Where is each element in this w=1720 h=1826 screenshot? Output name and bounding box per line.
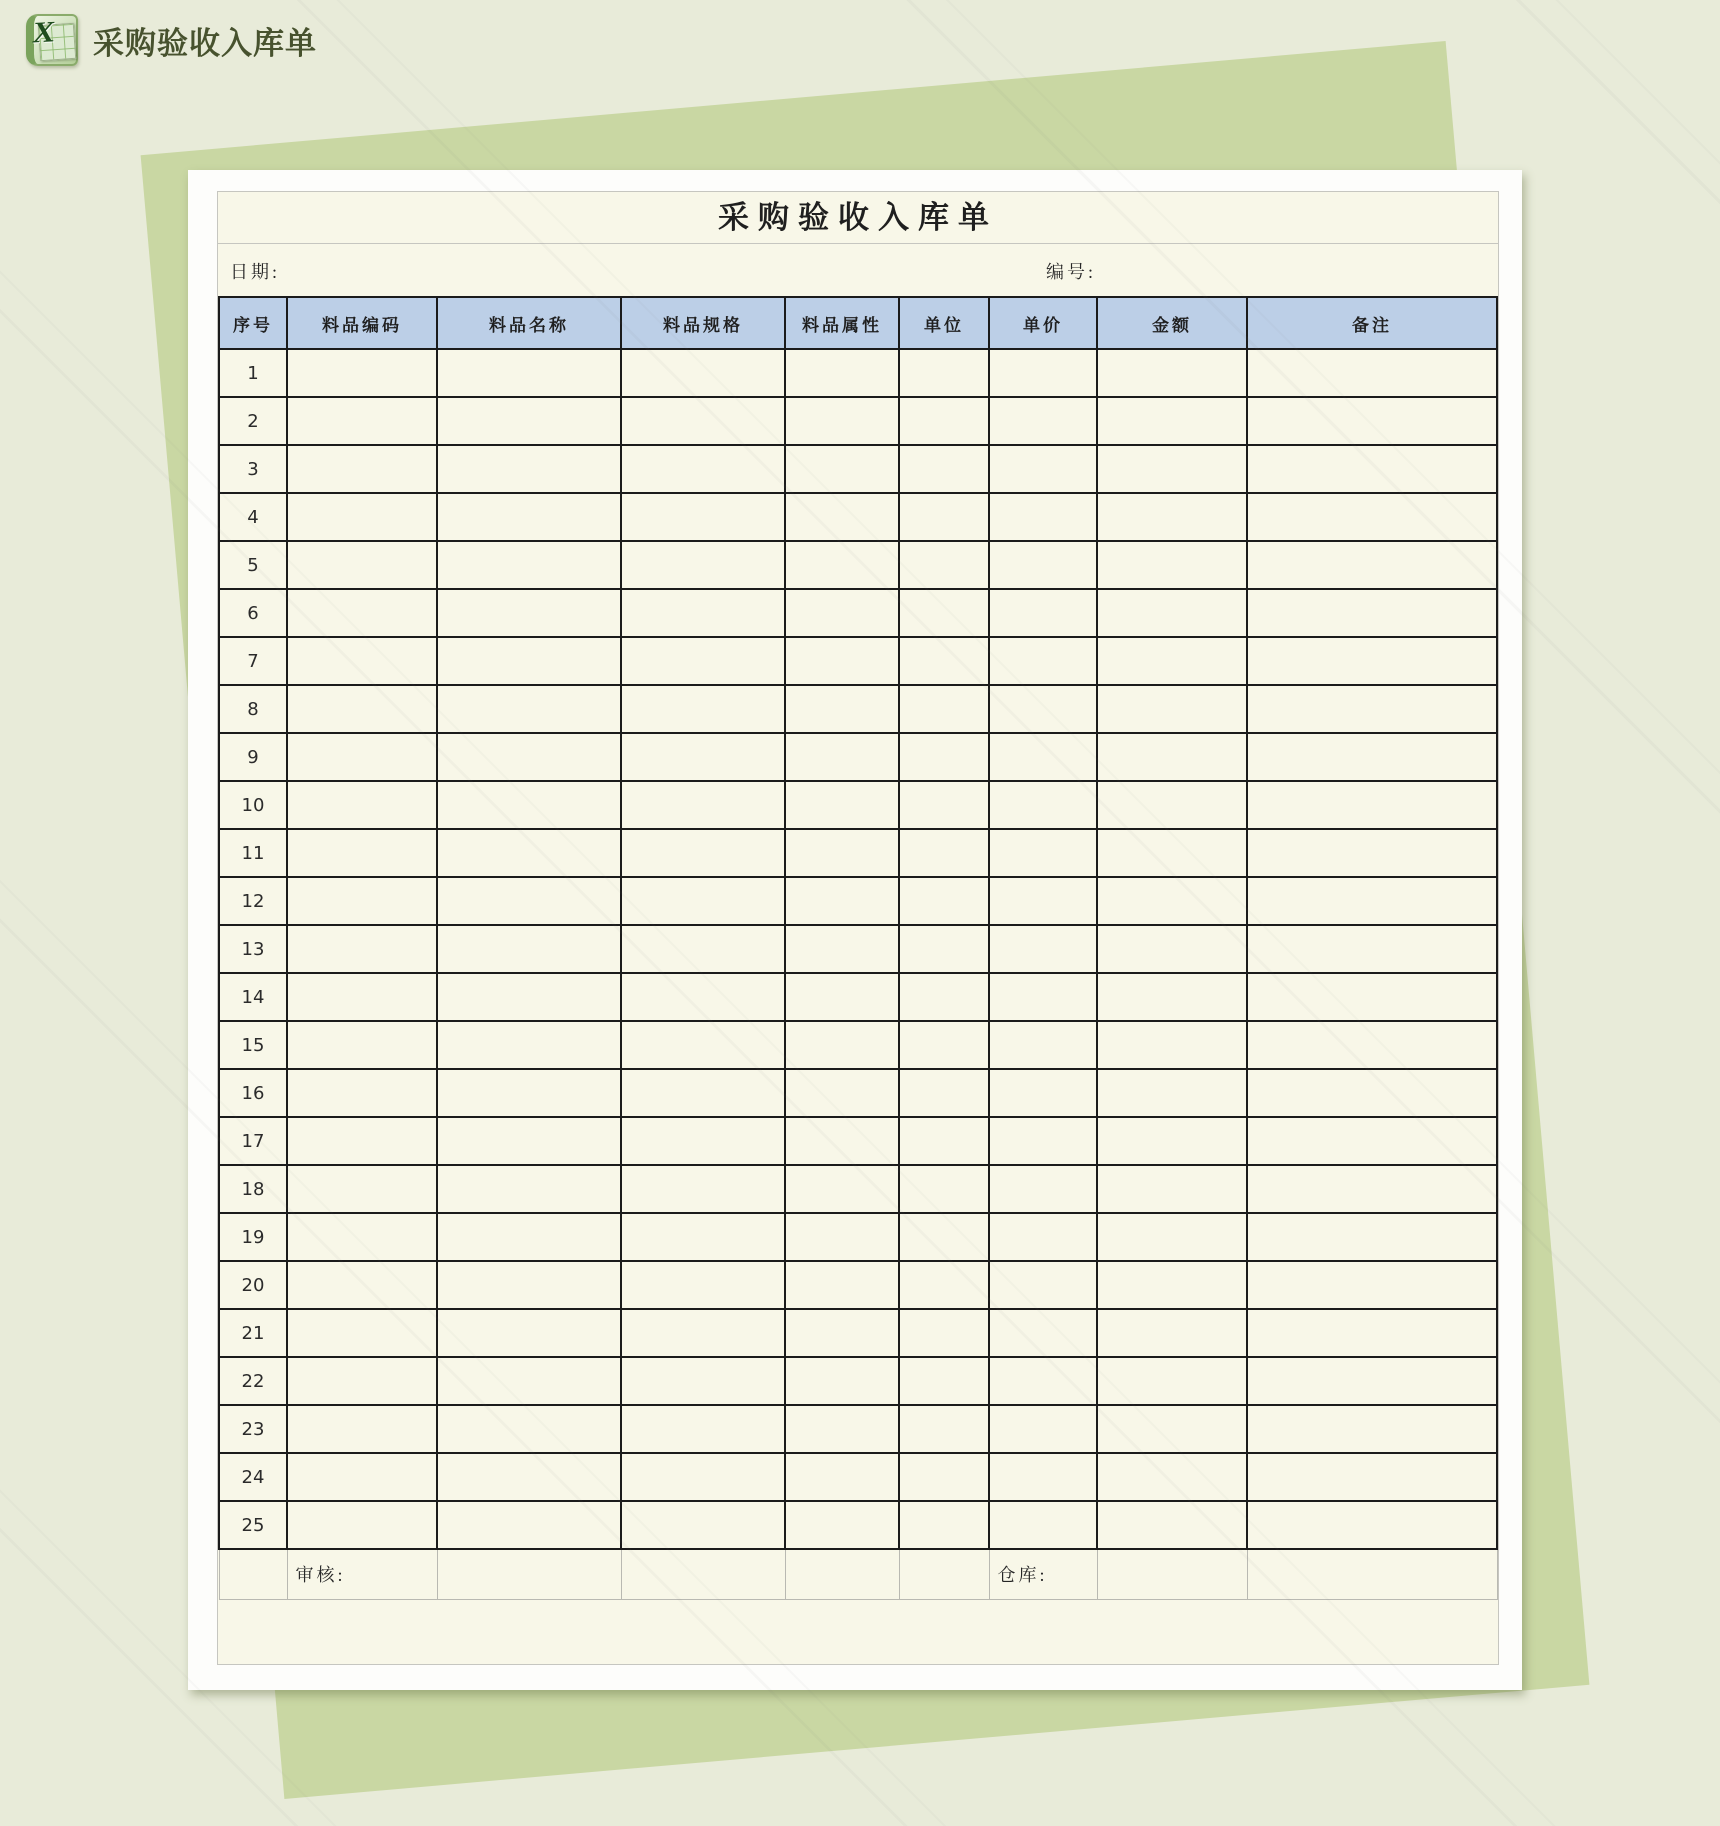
table-row [219, 1261, 1497, 1309]
empty-cell [989, 1261, 1097, 1309]
empty-cell [287, 1309, 437, 1357]
row-number-cell: 20 [219, 1261, 287, 1309]
empty-cell [1097, 637, 1247, 685]
empty-cell [437, 685, 621, 733]
empty-cell [437, 781, 621, 829]
empty-cell [899, 1165, 989, 1213]
empty-cell [1247, 1261, 1497, 1309]
empty-cell [785, 445, 899, 493]
table-row [219, 541, 1497, 589]
empty-cell [621, 493, 785, 541]
warehouse-label: 仓库: [989, 1549, 1097, 1599]
empty-cell [287, 445, 437, 493]
empty-cell [899, 1117, 989, 1165]
empty-cell [1097, 397, 1247, 445]
table-row [219, 781, 1497, 829]
row-number-cell: 17 [219, 1117, 287, 1165]
empty-cell [437, 445, 621, 493]
date-label: 日期: [230, 262, 281, 282]
empty-cell [621, 445, 785, 493]
empty-cell [1247, 1165, 1497, 1213]
empty-cell [1097, 1021, 1247, 1069]
empty-cell [899, 445, 989, 493]
row-number-cell: 12 [219, 877, 287, 925]
empty-cell [785, 1405, 899, 1453]
empty-cell [1247, 1309, 1497, 1357]
empty-cell [785, 1501, 899, 1549]
empty-cell [437, 925, 621, 973]
row-number-cell: 24 [219, 1453, 287, 1501]
empty-cell [989, 1117, 1097, 1165]
empty-cell [437, 541, 621, 589]
empty-cell [989, 829, 1097, 877]
row-number-cell: 5 [219, 541, 287, 589]
empty-cell [437, 349, 621, 397]
table-row [219, 925, 1497, 973]
empty-cell [989, 493, 1097, 541]
empty-cell [437, 1213, 621, 1261]
empty-cell [1247, 877, 1497, 925]
empty-cell [899, 397, 989, 445]
empty-cell [287, 829, 437, 877]
empty-cell [785, 1309, 899, 1357]
excel-icon [26, 14, 78, 66]
empty-cell [1097, 1357, 1247, 1405]
col-header-unit: 单位 [899, 297, 989, 349]
empty-cell [785, 1453, 899, 1501]
empty-cell [287, 1357, 437, 1405]
empty-cell [899, 829, 989, 877]
row-number-cell: 25 [219, 1501, 287, 1549]
col-header-item-spec: 料品规格 [621, 297, 785, 349]
empty-cell [1097, 925, 1247, 973]
empty-cell [621, 349, 785, 397]
empty-cell [989, 1405, 1097, 1453]
sheet-paper [188, 170, 1522, 1690]
empty-cell [785, 1357, 899, 1405]
empty-cell [621, 589, 785, 637]
table-row [219, 1069, 1497, 1117]
empty-cell [899, 781, 989, 829]
table-row [219, 1357, 1497, 1405]
table-row [219, 1405, 1497, 1453]
empty-cell [989, 637, 1097, 685]
table-row [219, 685, 1497, 733]
row-number-cell: 11 [219, 829, 287, 877]
empty-cell [437, 1549, 621, 1599]
table-body [219, 349, 1497, 1549]
empty-cell [1247, 1501, 1497, 1549]
empty-cell [785, 349, 899, 397]
empty-cell [1247, 1117, 1497, 1165]
empty-cell [621, 397, 785, 445]
excel-icon-x: X [30, 15, 57, 50]
table-row [219, 1213, 1497, 1261]
row-number-cell: 9 [219, 733, 287, 781]
empty-cell [989, 1357, 1097, 1405]
empty-cell [899, 589, 989, 637]
empty-cell [989, 349, 1097, 397]
empty-cell [1247, 1213, 1497, 1261]
empty-cell [1247, 397, 1497, 445]
empty-cell [989, 541, 1097, 589]
empty-cell [1247, 1405, 1497, 1453]
empty-cell [989, 1165, 1097, 1213]
row-number-cell: 18 [219, 1165, 287, 1213]
empty-cell [989, 1309, 1097, 1357]
empty-cell [785, 1213, 899, 1261]
empty-cell [899, 1549, 989, 1599]
empty-cell [287, 349, 437, 397]
empty-cell [1097, 1117, 1247, 1165]
empty-cell [1097, 1405, 1247, 1453]
empty-cell [437, 733, 621, 781]
empty-cell [989, 973, 1097, 1021]
table-footer [219, 1549, 1497, 1599]
empty-cell [1247, 973, 1497, 1021]
empty-cell [1097, 973, 1247, 1021]
table-row [219, 1453, 1497, 1501]
empty-cell [1097, 685, 1247, 733]
empty-cell [1247, 1069, 1497, 1117]
empty-cell [287, 1213, 437, 1261]
empty-cell [621, 733, 785, 781]
table-row [219, 637, 1497, 685]
empty-cell [899, 733, 989, 781]
empty-cell [899, 1021, 989, 1069]
empty-cell [1097, 1309, 1247, 1357]
table-row [219, 397, 1497, 445]
empty-cell [785, 685, 899, 733]
col-header-seq: 序号 [219, 297, 287, 349]
empty-cell [1097, 589, 1247, 637]
empty-cell [899, 1069, 989, 1117]
empty-cell [287, 1069, 437, 1117]
row-number-cell: 10 [219, 781, 287, 829]
empty-cell [899, 925, 989, 973]
empty-cell [989, 685, 1097, 733]
table-row [219, 349, 1497, 397]
row-number-cell: 8 [219, 685, 287, 733]
empty-cell [785, 637, 899, 685]
empty-cell [287, 781, 437, 829]
empty-cell [1097, 733, 1247, 781]
empty-cell [219, 1549, 287, 1599]
empty-cell [1247, 685, 1497, 733]
row-number-cell: 21 [219, 1309, 287, 1357]
col-header-unit-price: 单价 [989, 297, 1097, 349]
empty-cell [621, 973, 785, 1021]
empty-cell [287, 685, 437, 733]
empty-cell [1247, 925, 1497, 973]
empty-cell [1097, 877, 1247, 925]
table-row [219, 973, 1497, 1021]
empty-cell [1247, 349, 1497, 397]
empty-cell [785, 1549, 899, 1599]
empty-cell [621, 1357, 785, 1405]
empty-cell [1247, 445, 1497, 493]
empty-cell [899, 493, 989, 541]
empty-cell [287, 1261, 437, 1309]
empty-cell [899, 1453, 989, 1501]
empty-cell [287, 493, 437, 541]
empty-cell [785, 589, 899, 637]
empty-cell [899, 1357, 989, 1405]
empty-cell [989, 1213, 1097, 1261]
row-number-cell: 15 [219, 1021, 287, 1069]
empty-cell [1097, 1069, 1247, 1117]
empty-cell [989, 397, 1097, 445]
empty-cell [1097, 1549, 1247, 1599]
empty-cell [1247, 1453, 1497, 1501]
empty-cell [621, 781, 785, 829]
empty-cell [437, 1501, 621, 1549]
table-row [219, 1501, 1497, 1549]
table-row [219, 589, 1497, 637]
empty-cell [989, 925, 1097, 973]
table-row [219, 877, 1497, 925]
table-row [219, 493, 1497, 541]
empty-cell [1247, 781, 1497, 829]
empty-cell [899, 541, 989, 589]
empty-cell [1097, 445, 1247, 493]
empty-cell [989, 1021, 1097, 1069]
empty-cell [989, 1453, 1097, 1501]
empty-cell [1097, 1213, 1247, 1261]
empty-cell [621, 1501, 785, 1549]
empty-cell [437, 1117, 621, 1165]
empty-cell [621, 685, 785, 733]
empty-cell [899, 685, 989, 733]
empty-cell [437, 1069, 621, 1117]
empty-cell [621, 1453, 785, 1501]
empty-cell [899, 1405, 989, 1453]
row-number-cell: 7 [219, 637, 287, 685]
row-number-cell: 14 [219, 973, 287, 1021]
empty-cell [437, 637, 621, 685]
empty-cell [621, 1549, 785, 1599]
empty-cell [1247, 1021, 1497, 1069]
empty-cell [899, 1261, 989, 1309]
empty-cell [989, 589, 1097, 637]
empty-cell [437, 1021, 621, 1069]
row-number-cell: 2 [219, 397, 287, 445]
empty-cell [437, 1309, 621, 1357]
empty-cell [287, 541, 437, 589]
empty-cell [621, 877, 785, 925]
empty-cell [287, 973, 437, 1021]
empty-cell [899, 1501, 989, 1549]
row-number-cell: 19 [219, 1213, 287, 1261]
empty-cell [785, 541, 899, 589]
empty-cell [899, 877, 989, 925]
empty-cell [785, 1069, 899, 1117]
empty-cell [287, 925, 437, 973]
empty-cell [899, 1309, 989, 1357]
empty-cell [785, 1261, 899, 1309]
empty-cell [621, 1165, 785, 1213]
empty-cell [1247, 637, 1497, 685]
empty-cell [287, 1405, 437, 1453]
empty-cell [621, 1405, 785, 1453]
table-row [219, 1021, 1497, 1069]
empty-cell [785, 973, 899, 1021]
empty-cell [989, 877, 1097, 925]
empty-cell [287, 1021, 437, 1069]
empty-cell [989, 781, 1097, 829]
empty-cell [989, 1069, 1097, 1117]
row-number-cell: 3 [219, 445, 287, 493]
col-header-item-attr: 料品属性 [785, 297, 899, 349]
empty-cell [287, 877, 437, 925]
page-title: 采购验收入库单 [93, 25, 317, 61]
col-header-item-code: 料品编码 [287, 297, 437, 349]
empty-cell [287, 397, 437, 445]
sheet-content [217, 191, 1499, 1665]
col-header-amount: 金额 [1097, 297, 1247, 349]
empty-cell [785, 829, 899, 877]
topbar [26, 14, 317, 66]
empty-cell [1097, 349, 1247, 397]
empty-cell [899, 1213, 989, 1261]
empty-cell [437, 1357, 621, 1405]
table-row [219, 829, 1497, 877]
empty-cell [1097, 1165, 1247, 1213]
empty-cell [621, 541, 785, 589]
empty-cell [785, 925, 899, 973]
empty-cell [1247, 1357, 1497, 1405]
empty-cell [437, 829, 621, 877]
empty-cell [1097, 781, 1247, 829]
empty-cell [1247, 541, 1497, 589]
empty-cell [621, 1117, 785, 1165]
col-header-item-name: 料品名称 [437, 297, 621, 349]
row-number-cell: 23 [219, 1405, 287, 1453]
empty-cell [1097, 829, 1247, 877]
empty-cell [1097, 541, 1247, 589]
empty-cell [1247, 1549, 1497, 1599]
row-number-cell: 1 [219, 349, 287, 397]
row-number-cell: 4 [219, 493, 287, 541]
empty-cell [785, 1165, 899, 1213]
empty-cell [621, 1021, 785, 1069]
empty-cell [287, 733, 437, 781]
empty-cell [437, 1453, 621, 1501]
empty-cell [437, 589, 621, 637]
empty-cell [899, 973, 989, 1021]
empty-cell [287, 1117, 437, 1165]
empty-cell [437, 877, 621, 925]
empty-cell [785, 493, 899, 541]
code-label: 编号: [1046, 262, 1097, 282]
empty-cell [621, 1069, 785, 1117]
empty-cell [1097, 493, 1247, 541]
row-number-cell: 22 [219, 1357, 287, 1405]
empty-cell [1247, 589, 1497, 637]
items-table [218, 296, 1498, 1600]
empty-cell [785, 1117, 899, 1165]
info-row [218, 244, 1498, 296]
empty-cell [785, 877, 899, 925]
audit-label: 审核: [287, 1549, 437, 1599]
empty-cell [621, 925, 785, 973]
table-row [219, 1117, 1497, 1165]
empty-cell [899, 349, 989, 397]
empty-cell [785, 733, 899, 781]
empty-cell [287, 1453, 437, 1501]
empty-cell [1247, 829, 1497, 877]
table-row [219, 1165, 1497, 1213]
empty-cell [989, 733, 1097, 781]
empty-cell [287, 589, 437, 637]
empty-cell [621, 829, 785, 877]
row-number-cell: 6 [219, 589, 287, 637]
empty-cell [1097, 1261, 1247, 1309]
empty-cell [437, 1165, 621, 1213]
empty-cell [1247, 493, 1497, 541]
form-title: 采购验收入库单 [218, 192, 1498, 244]
empty-cell [785, 781, 899, 829]
empty-cell [287, 1501, 437, 1549]
empty-cell [989, 445, 1097, 493]
table-row [219, 1309, 1497, 1357]
empty-cell [899, 637, 989, 685]
empty-cell [437, 493, 621, 541]
empty-cell [437, 397, 621, 445]
empty-cell [1097, 1453, 1247, 1501]
empty-cell [1247, 733, 1497, 781]
empty-cell [621, 637, 785, 685]
empty-cell [437, 1405, 621, 1453]
empty-cell [621, 1309, 785, 1357]
table-row [219, 445, 1497, 493]
empty-cell [989, 1501, 1097, 1549]
empty-cell [437, 973, 621, 1021]
empty-cell [621, 1261, 785, 1309]
empty-cell [785, 397, 899, 445]
empty-cell [437, 1261, 621, 1309]
empty-cell [287, 1165, 437, 1213]
empty-cell [785, 1021, 899, 1069]
empty-cell [621, 1213, 785, 1261]
footer-row [219, 1549, 1497, 1599]
row-number-cell: 16 [219, 1069, 287, 1117]
row-number-cell: 13 [219, 925, 287, 973]
table-row [219, 733, 1497, 781]
empty-cell [287, 637, 437, 685]
table-header [219, 297, 1497, 349]
col-header-remark: 备注 [1247, 297, 1497, 349]
empty-cell [1097, 1501, 1247, 1549]
